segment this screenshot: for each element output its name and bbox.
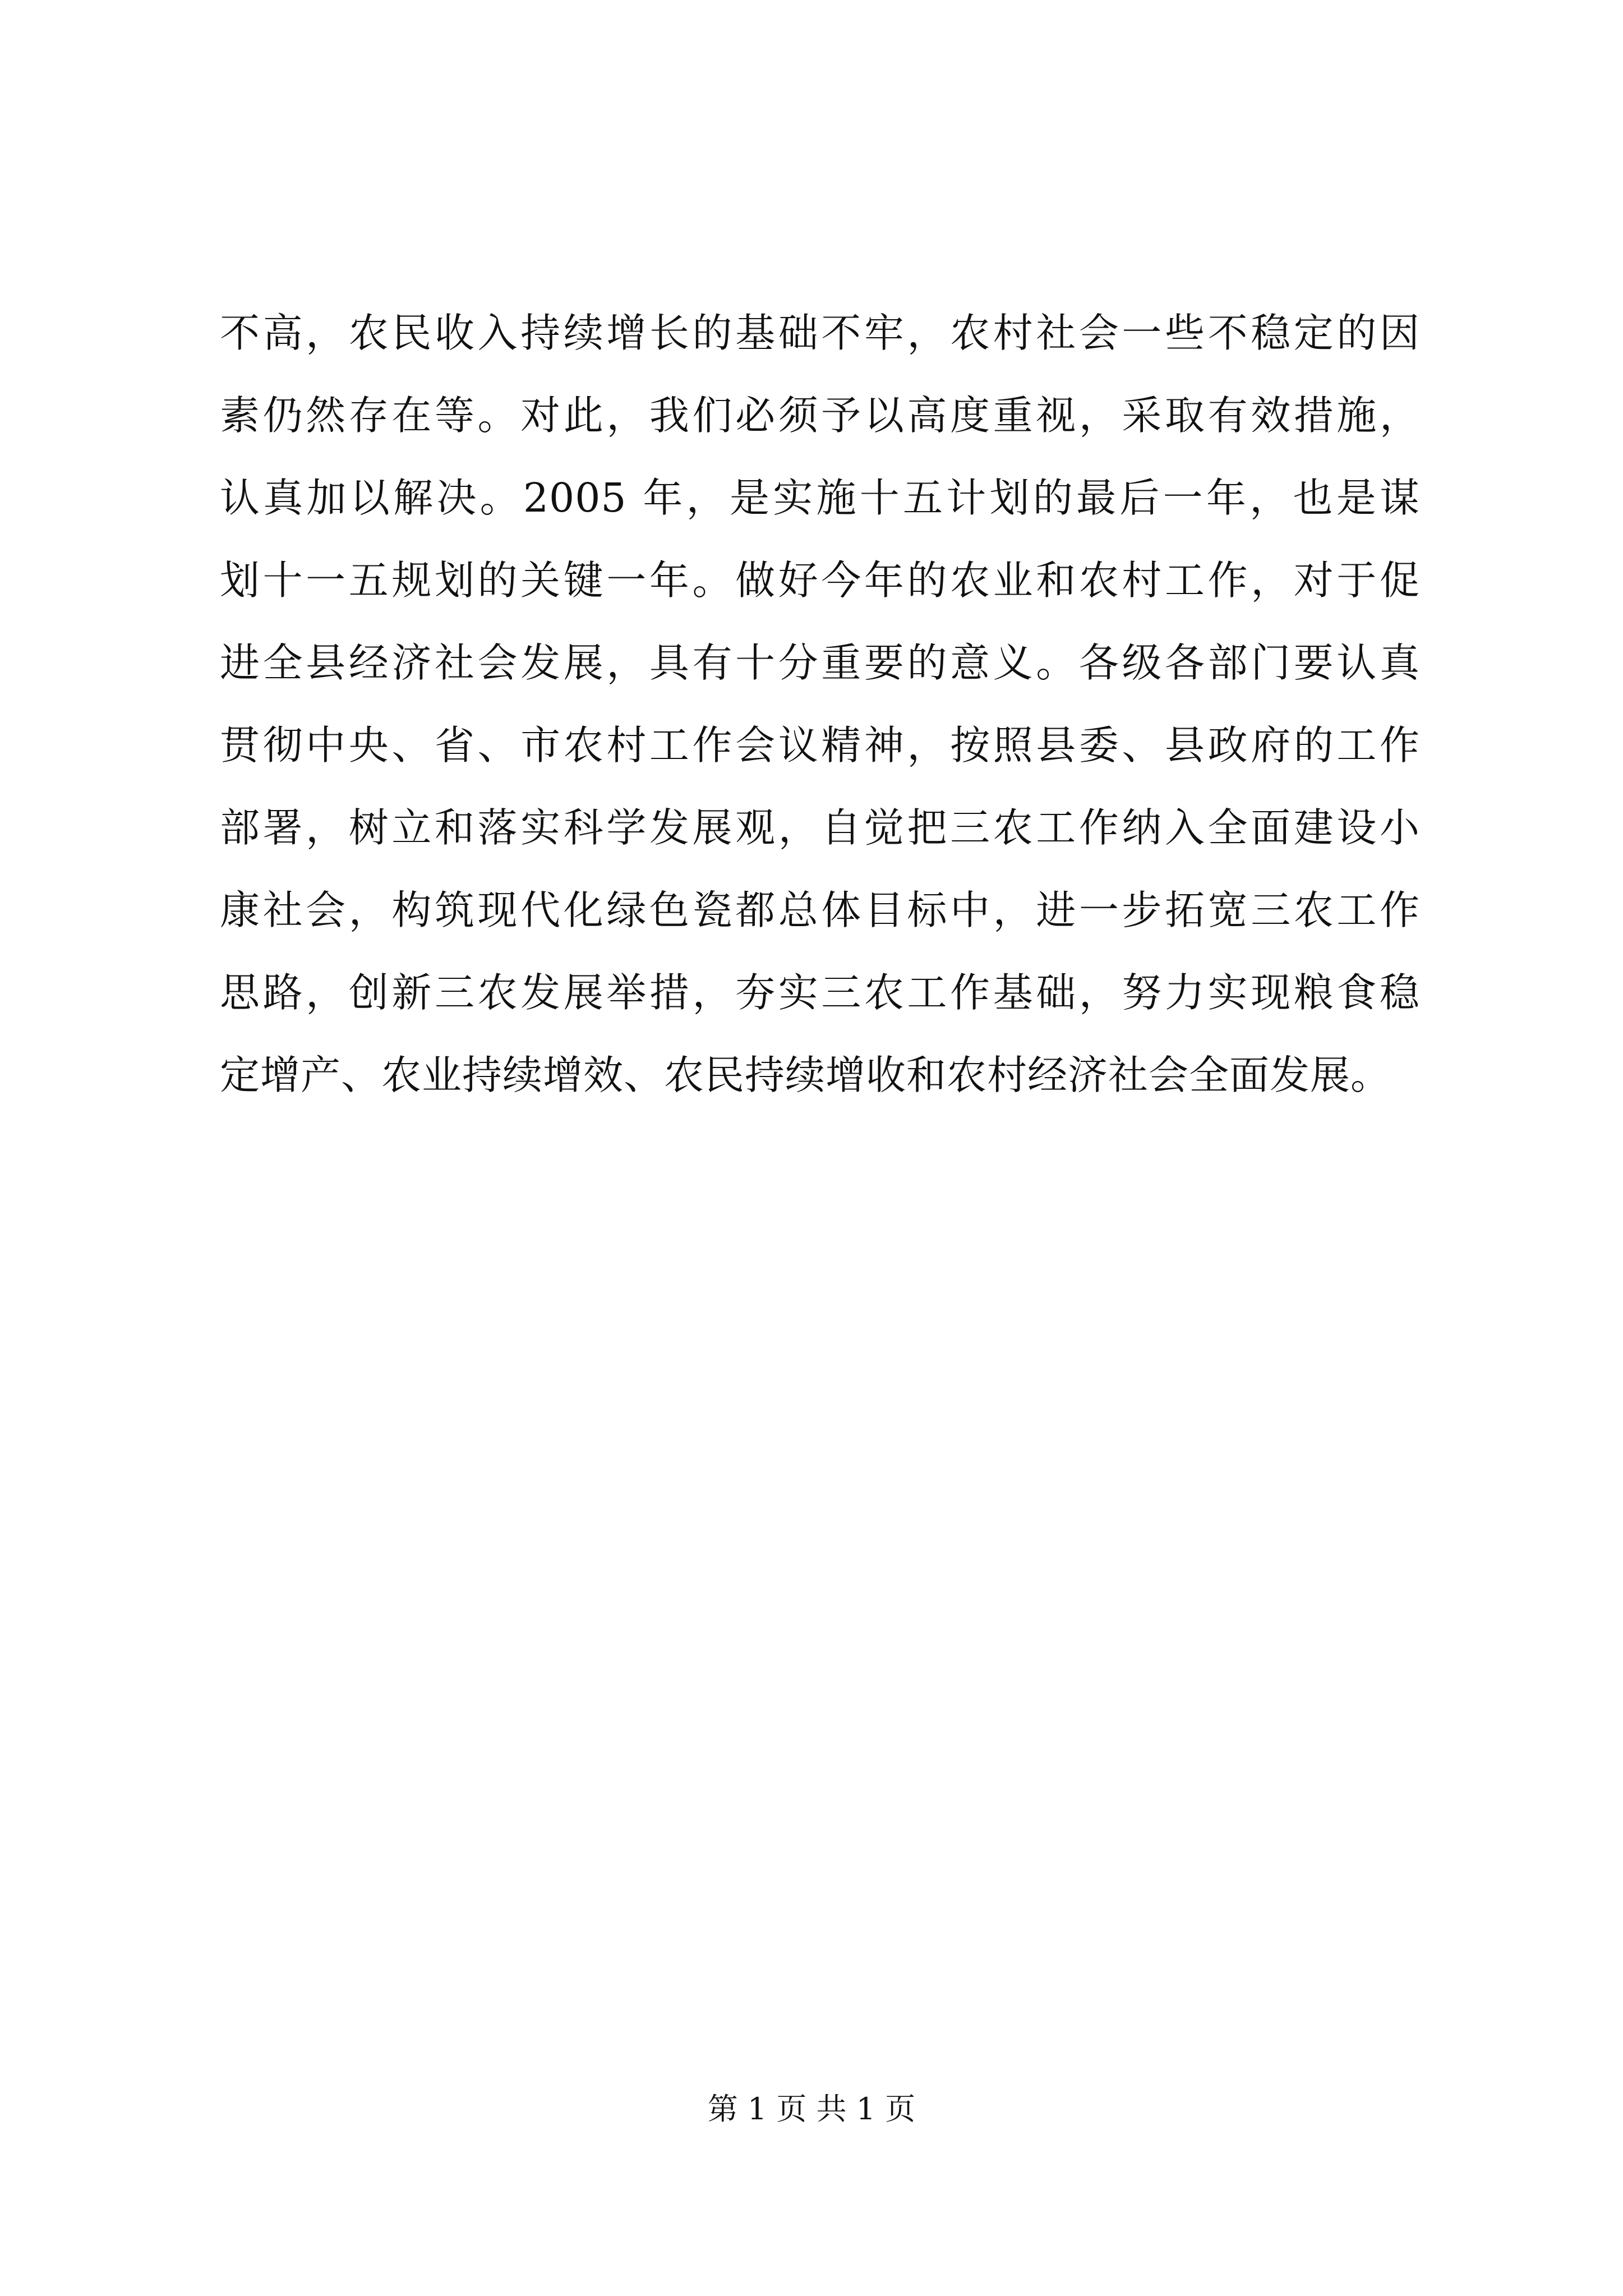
text-line: 进全县经济社会发展，具有十分重要的意义。各级各部门要认真 — [220, 639, 1420, 686]
text-line: 划十一五规划的关键一年。做好今年的农业和农村工作，对于促 — [220, 557, 1420, 604]
text-line: 不高，农民收入持续增长的基础不牢，农村社会一些不稳定的因 — [220, 310, 1420, 356]
page-number: 第 1 页 共 1 页 — [707, 2091, 916, 2127]
text-line: 康社会，构筑现代化绿色瓷都总体目标中，进一步拓宽三农工作 — [220, 887, 1420, 933]
text-line: 素仍然存在等。对此，我们必须予以高度重视，采取有效措施， — [220, 392, 1420, 439]
text-line: 认真加以解决。2005 年，是实施十五计划的最后一年，也是谋 — [220, 475, 1420, 521]
text-line: 定增产、农业持续增效、农民持续增收和农村经济社会全面发展。 — [220, 1052, 1391, 1098]
body-paragraph — [220, 292, 1420, 1116]
text-line: 思路，创新三农发展举措，夯实三农工作基础，努力实现粮食稳 — [220, 969, 1420, 1016]
page-footer — [0, 2090, 1623, 2129]
text-line: 部署，树立和落实科学发展观，自觉把三农工作纳入全面建设小 — [220, 804, 1420, 851]
text-line: 贯彻中央、省、市农村工作会议精神，按照县委、县政府的工作 — [220, 722, 1420, 769]
